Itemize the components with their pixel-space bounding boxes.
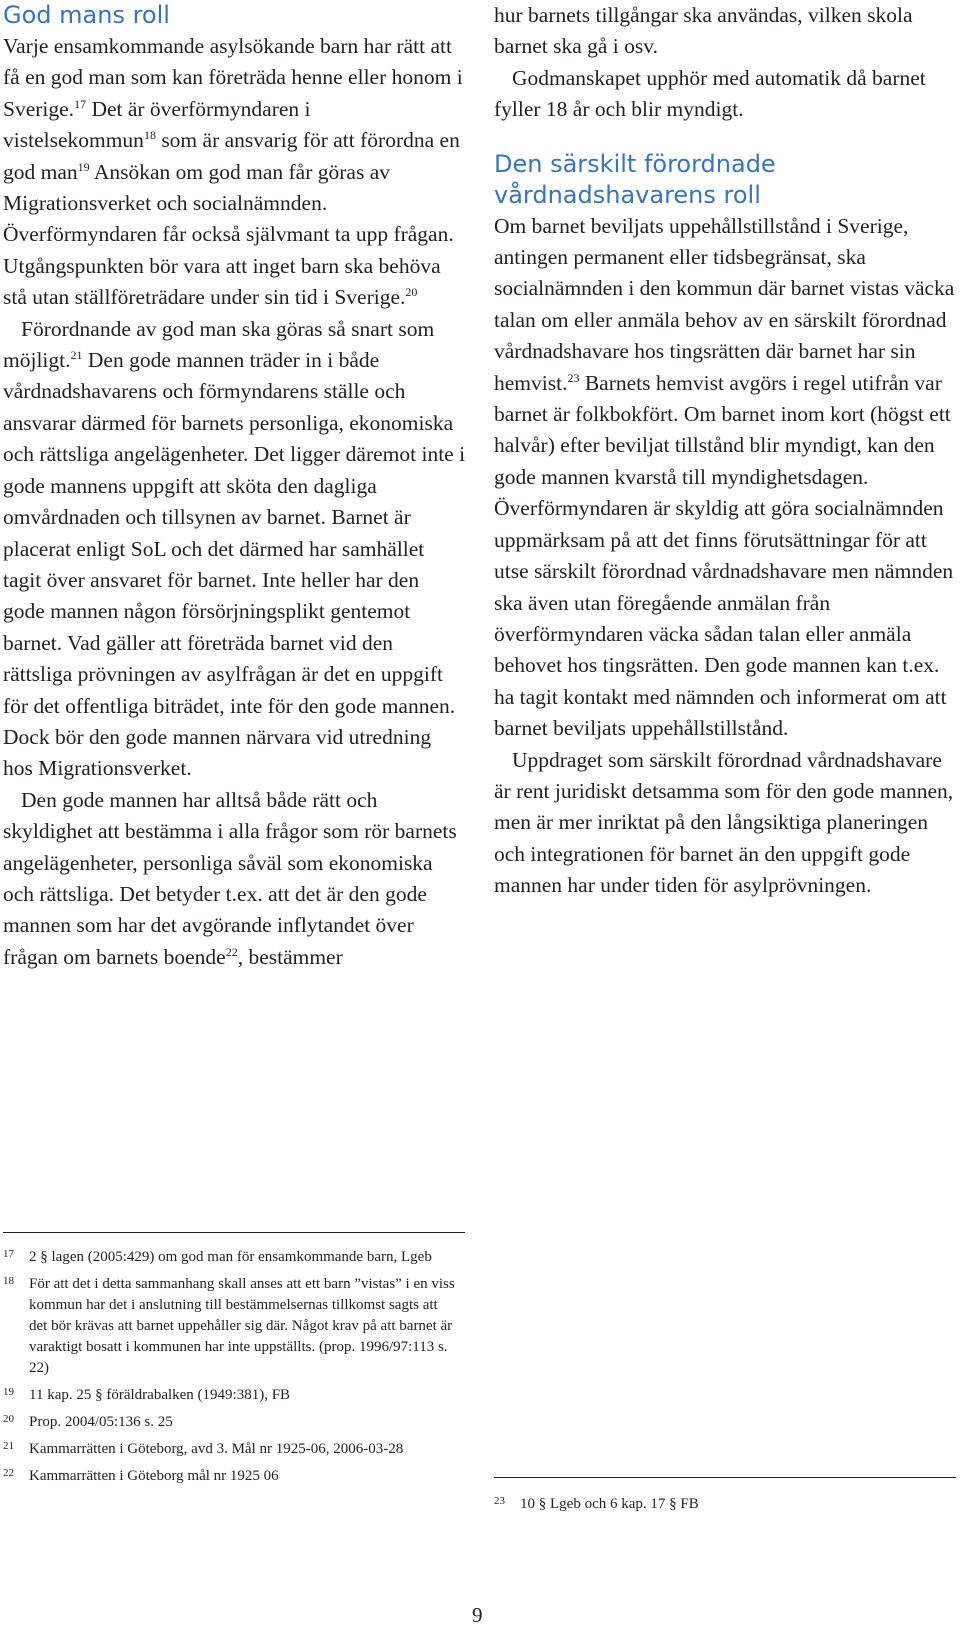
section-heading-god-man: God mans roll	[3, 1, 170, 29]
text-run: Ansökan om god man får göras av Migrationsverket och socialnämnden. Överförmyndaren får också självmant ta upp frågan. Utgångspunkten bör vara att inget barn ska behöva stå utan ställföreträdare under sin tid i Sverige.	[3, 159, 454, 310]
text-run: Den gode mannen träder in i både vårdnadshavarens och förmyndarens ställe och ansvarar därmed för barnets personliga, ekonomiska och rättsliga angelägenheter. Det ligger däremot inte i gode mannens uppgift att sköta den dagliga omvårdnaden och tillsynen av barnet. Barnet är placerat enligt SoL och det därmed har samhället tagit över ansvaret för barnet. Inte heller har den gode mannen någon försörjningsplikt gentemot barnet. Vad gäller att företräda barnet vid den rättsliga prövningen av asylfrågan är det en uppgift för det offentliga biträdet, inte för den gode mannen. Dock bör den gode mannen närvara vid utredning hos Migrationsverket.	[3, 348, 466, 781]
footnote-text: Kammarrätten i Göteborg mål nr 1925 06	[29, 1468, 279, 1484]
paragraph	[3, 314, 466, 785]
right-column	[494, 0, 956, 902]
section-heading-vardnadshavare: Den särskilt förordnade vårdnadshavarens roll	[494, 149, 776, 209]
footnote-number: 18	[3, 1275, 14, 1287]
footnote-number: 20	[3, 1413, 14, 1425]
footnote-text: 11 kap. 25 § föräldrabalken (1949:381), FB	[29, 1387, 291, 1403]
text-run: Den gode mannen har alltså både rätt och skyldighet att bestämma i alla frågor som rör barnets angelägenheter, personliga såväl som ekonomiska och rättsliga. Det betyder t.ex. att det är den gode mannen som har det avgörande inflytandet över frågan om barnets boende	[3, 787, 457, 969]
text-run: Förordnande av god man ska göras så snart som möjligt.	[3, 316, 435, 373]
footnote-text: 10 § Lgeb och 6 kap. 17 § FB	[520, 1496, 699, 1512]
footnote-ref: 21	[70, 348, 83, 363]
footnote-number: 22	[3, 1467, 14, 1479]
footnote-divider-right	[494, 1477, 956, 1478]
paragraph: Godmanskapet upphör med automatik då barnet fyller 18 år och blir myndigt.	[494, 65, 926, 122]
footnote-number: 21	[3, 1440, 14, 1452]
right-body-text	[494, 211, 956, 902]
footnote-ref: 19	[77, 159, 90, 174]
text-run: Varje ensamkommande asylsökande barn har rätt att få en god man som kan företräda henne eller honom i Sverige.	[3, 34, 463, 121]
footnote-number: 23	[494, 1495, 505, 1507]
paragraph: hur barnets tillgångar ska användas, vilken skola barnet ska gå i osv.	[494, 3, 913, 59]
text-run: Om barnet beviljats uppehållstillstånd i Sverige, antingen permanent eller tidsbegränsat, ska socialnämnden i den kommun där barnet vistas väcka talan om eller anmäla behov av en särskilt förordnad vårdnadshavare hos tingsrätten där barnet har sin hemvist.	[494, 213, 955, 395]
footnote	[494, 1494, 949, 1515]
footnote	[3, 1412, 458, 1433]
footnotes-right	[494, 1494, 949, 1521]
left-body-text	[3, 31, 466, 973]
footnote-text: Prop. 2004/05:136 s. 25	[29, 1414, 173, 1430]
paragraph	[3, 31, 466, 314]
footnote-text: För att det i detta sammanhang skall anses att ett barn ”vistas” i en viss kommun har det i anslutning till bestämmelsernas tillkomst sagts att det bör krävas att barnet uppehåller sig där. Något krav på att barnet är varaktigt bosatt i kommunen har inte uppställts. (prop. 1996/97:113 s. 22)	[29, 1276, 455, 1376]
paragraph	[3, 785, 466, 973]
footnote-number: 17	[3, 1248, 14, 1260]
footnote-number: 19	[3, 1386, 14, 1398]
footnote	[3, 1439, 458, 1460]
footnote	[3, 1247, 458, 1268]
footnote-text: Kammarrätten i Göteborg, avd 3. Mål nr 1925-06, 2006-03-28	[29, 1441, 404, 1457]
footnote-ref: 23	[567, 370, 580, 385]
footnote-ref: 22	[225, 944, 238, 959]
left-column	[3, 0, 466, 973]
footnote	[3, 1274, 458, 1379]
footnote-ref: 18	[143, 128, 156, 143]
footnotes-left	[3, 1247, 458, 1493]
text-run: Det är överförmyndaren i vistelsekommun	[3, 96, 311, 153]
text-run: , bestämmer	[237, 944, 343, 969]
footnote-text: 2 § lagen (2005:429) om god man för ensamkommande barn, Lgeb	[29, 1249, 432, 1265]
text-run: Barnets hemvist avgörs i regel utifrån var barnet är folkbokfört. Om barnet inom kort (högst ett halvår) efter beviljat tillstånd blir myndigt, kan den gode mannen kvarstå till myndighetsdagen. Överförmyndaren är skyldig att göra socialnämnden uppmärksam på att det finns förutsättningar för att utse särskilt förordnad vårdnadshavare men nämnden ska även utan föregående anmälan från överförmyndaren väcka sådan talan eller anmäla behovet hos tingsrätten. Den gode mannen kan t.ex. ha tagit kontakt med nämnden och informerat om att barnet beviljats uppehållstillstånd.	[494, 370, 954, 741]
paragraph: Uppdraget som särskilt förordnad vårdnadshavare är rent juridiskt detsamma som för den gode mannen, men är mer inriktat på den långsiktiga planeringen och integrationen för barnet än den uppgift gode mannen har under tiden för asylprövningen.	[494, 747, 954, 898]
page-number: 9	[472, 1603, 483, 1627]
right-body-text-top	[494, 0, 956, 126]
footnote-divider-left	[3, 1232, 465, 1233]
paragraph	[494, 211, 956, 745]
text-run: som är ansvarig för att förordna en god man	[3, 128, 460, 184]
footnote-ref: 17	[74, 96, 87, 111]
footnote	[3, 1466, 458, 1487]
footnote	[3, 1385, 458, 1406]
footnote-ref: 20	[405, 285, 418, 300]
